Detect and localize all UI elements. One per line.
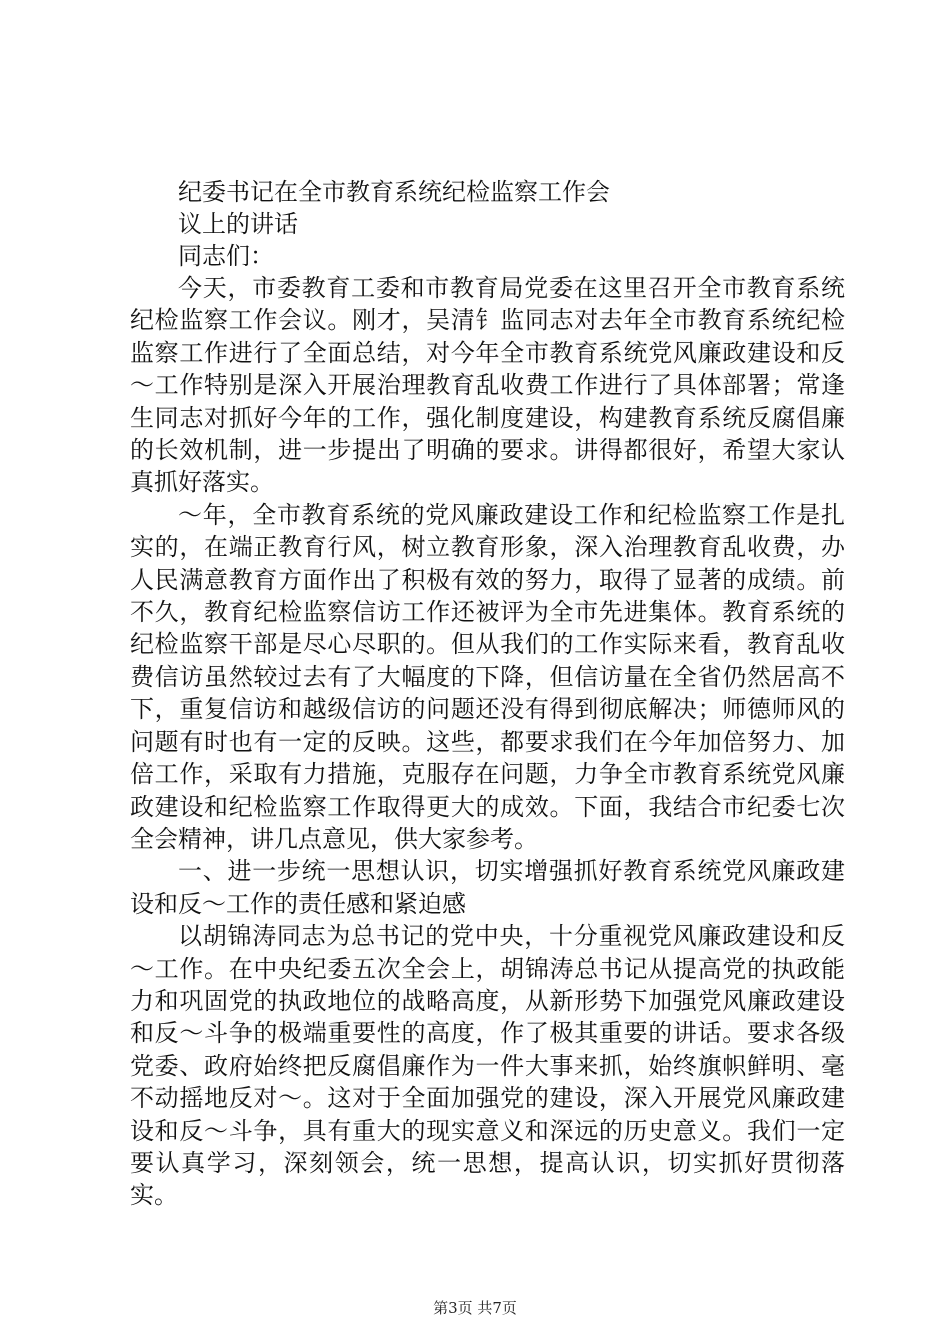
section-heading-1: 一、进一步统一思想认识，切实增强抓好教育系统党风廉政建设和反～工作的责任感和紧迫感 xyxy=(130,857,845,918)
paragraph-opening: 今天，市委教育工委和市教育局党委在这里召开全市教育系统纪检监察工作会议。刚才，吴清钅监同志对去年全市教育系统纪检监察工作进行了全面总结，对今年全市教育系统党风廉政建设和反～工作特别是深入开展治理教育乱收费工作进行了具体部署；常逢生同志对抓好今年的工作，强化制度建设，构建教育系统反腐倡廉的长效机制，进一步提出了明确的要求。讲得都很好，希望大家认真抓好落实。 xyxy=(130,274,845,497)
paragraph-party-central: 以胡锦涛同志为总书记的党中央，十分重视党风廉政建设和反～工作。在中央纪委五次全会上，胡锦涛总书记从提高党的执政能力和巩固党的执政地位的战略高度，从新形势下加强党风廉政建设和反～斗争的极端重要性的高度，作了极其重要的讲话。要求各级党委、政府始终把反腐倡廉作为一件大事来抓，始终旗帜鲜明、毫不动摇地反对～。这对于全面加强党的建设，深入开展党风廉政建设和反～斗争，具有重大的现实意义和深远的历史意义。我们一定要认真学习，深刻领会，统一思想，提高认识，切实抓好贯彻落实。 xyxy=(130,922,845,1210)
page-number-footer: 第3页 共7页 xyxy=(433,1299,517,1317)
document-title-line-1: 纪委书记在全市教育系统纪检监察工作会 xyxy=(178,178,610,206)
salutation: 同志们： xyxy=(178,242,274,270)
document-title xyxy=(130,176,845,240)
document-body xyxy=(130,176,845,1212)
paragraph-review: ～年，全市教育系统的党风廉政建设工作和纪检监察工作是扎实的，在端正教育行风，树立教育形象，深入治理教育乱收费，办人民满意教育方面作出了积极有效的努力，取得了显著的成绩。前不久，教育纪检监察信访工作还被评为全市先进集体。教育系统的纪检监察干部是尽心尽职的。但从我们的工作实际来看，教育乱收费信访虽然较过去有了大幅度的下降，但信访量在全省仍然居高不下，重复信访和越级信访的问题还没有得到彻底解决；师德师风的问题有时也有一定的反映。这些，都要求我们在今年加倍努力、加倍工作，采取有力措施，克服存在问题，力争全市教育系统党风廉政建设和纪检监察工作取得更大的成效。下面，我结合市纪委七次全会精神，讲几点意见，供大家参考。 xyxy=(130,500,845,853)
document-title-line-2: 议上的讲话 xyxy=(178,210,298,238)
